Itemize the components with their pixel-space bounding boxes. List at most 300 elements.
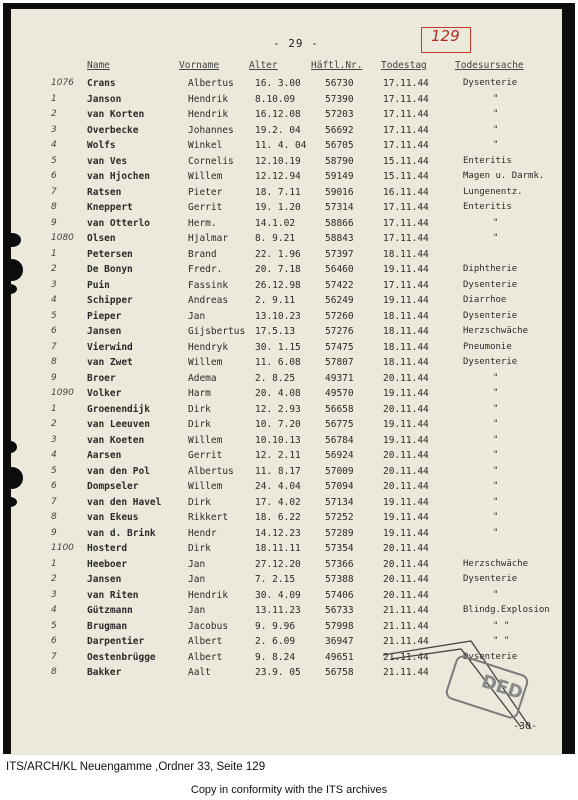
death-date: 20.11.44 <box>383 450 429 461</box>
surname: Janson <box>87 93 122 105</box>
row-mark: 5 <box>51 465 57 476</box>
firstname: Herm. <box>188 217 217 229</box>
firstname: Dirk <box>188 543 211 554</box>
firstname: Andreas <box>188 295 229 306</box>
prisoner-number: 49570 <box>325 388 354 399</box>
row-mark: 3 <box>51 124 57 135</box>
death-date: 20.11.44 <box>383 589 429 601</box>
table-row <box>11 155 562 170</box>
header-number: Häftl.Nr. <box>311 60 363 71</box>
death-cause: " <box>493 496 499 507</box>
row-mark: 6 <box>51 636 57 646</box>
surname: Jansen <box>87 326 122 337</box>
table-row <box>11 93 562 108</box>
prisoner-number: 56692 <box>325 124 354 136</box>
death-cause: " <box>493 109 499 119</box>
death-date: 17.11.44 <box>383 140 429 151</box>
prisoner-number: 49371 <box>325 372 354 384</box>
surname: Petersen <box>87 248 133 260</box>
row-mark: 1 <box>51 403 57 414</box>
surname: Brugman <box>87 620 128 632</box>
birth-date: 12. 2.11 <box>255 450 301 461</box>
birth-date: 9. 9.96 <box>255 620 296 632</box>
table-row <box>11 511 562 526</box>
table-row <box>11 434 562 449</box>
firstname: Aalt <box>188 667 211 678</box>
prisoner-number: 57354 <box>325 543 354 554</box>
prisoner-number: 57252 <box>325 512 354 523</box>
prisoner-number: 59149 <box>325 171 354 182</box>
firstname: Johannes <box>188 124 234 136</box>
row-mark: 7 <box>51 186 57 197</box>
surname: Hosterd <box>87 543 128 554</box>
row-mark: 7 <box>51 341 57 352</box>
table-row <box>11 496 562 511</box>
prisoner-number: 57388 <box>325 574 354 585</box>
surname: van Ekeus <box>87 512 139 523</box>
row-mark: 1100 <box>51 543 74 553</box>
birth-date: 9. 8.24 <box>255 651 296 663</box>
death-date: 19.11.44 <box>383 496 429 508</box>
birth-date: 20. 7.18 <box>255 264 301 275</box>
header-surname: Name <box>87 60 110 71</box>
firstname: Fredr. <box>188 264 223 275</box>
death-cause: " <box>493 372 499 383</box>
birth-date: 11. 6.08 <box>255 357 301 368</box>
row-mark: 1080 <box>51 233 74 243</box>
death-cause: " <box>493 527 499 538</box>
death-date: 20.11.44 <box>383 543 429 554</box>
table-row <box>11 77 562 92</box>
firstname: Albertus <box>188 78 234 89</box>
death-cause: " <box>493 93 499 104</box>
surname: Darpentier <box>87 636 145 647</box>
table-row <box>11 449 562 464</box>
surname: Pieper <box>87 310 122 322</box>
surname: van den Havel <box>87 496 162 508</box>
row-mark: 1 <box>51 558 57 569</box>
prisoner-number: 57289 <box>325 527 354 539</box>
birth-date: 30. 4.09 <box>255 589 301 601</box>
birth-date: 8.10.09 <box>255 93 296 105</box>
table-row <box>11 124 562 139</box>
firstname: Gijsbertus <box>188 326 246 337</box>
prisoner-number: 57390 <box>325 93 354 105</box>
death-cause: Magen u. Darmk. <box>463 171 545 181</box>
prisoner-number: 59016 <box>325 186 354 198</box>
birth-date: 26.12.98 <box>255 279 301 291</box>
birth-date: 22. 1.96 <box>255 248 301 260</box>
prisoner-number: 56784 <box>325 434 354 446</box>
prisoner-number: 57009 <box>325 465 354 477</box>
death-cause: Dysenterie <box>463 310 518 321</box>
birth-date: 12.10.19 <box>255 155 301 167</box>
birth-date: 17. 4.02 <box>255 496 301 508</box>
death-cause: " <box>493 465 499 476</box>
table-row <box>11 372 562 387</box>
death-cause: Dysenterie <box>463 357 518 367</box>
death-cause: Dysenterie <box>463 574 518 584</box>
death-date: 21.11.44 <box>383 636 429 647</box>
death-cause: Dysenterie <box>463 78 518 88</box>
prisoner-number: 56730 <box>325 78 354 89</box>
firstname: Gerrit <box>188 202 223 213</box>
page-stamp-number: 129 <box>431 27 460 45</box>
death-date: 16.11.44 <box>383 186 429 198</box>
table-row <box>11 356 562 371</box>
row-mark: 2 <box>51 109 57 119</box>
row-mark: 5 <box>51 310 57 321</box>
table-row <box>11 387 562 402</box>
row-mark: 9 <box>51 527 57 538</box>
birth-date: 19. 1.20 <box>255 202 301 213</box>
birth-date: 11. 8.17 <box>255 465 301 477</box>
death-cause: Diarrhoe <box>463 295 507 305</box>
firstname: Hendryk <box>188 341 229 353</box>
table-row <box>11 201 562 216</box>
death-cause: Enteritis <box>463 155 512 166</box>
surname: Kneppert <box>87 202 133 213</box>
surname: Crans <box>87 78 116 89</box>
firstname: Pieter <box>188 186 223 198</box>
death-cause: " <box>493 140 499 150</box>
death-date: 17.11.44 <box>383 109 429 120</box>
row-mark: 5 <box>51 155 57 166</box>
birth-date: 2. 6.09 <box>255 636 296 647</box>
birth-date: 24. 4.04 <box>255 481 301 492</box>
prisoner-number: 57094 <box>325 481 354 492</box>
death-date: 17.11.44 <box>383 93 429 105</box>
surname: Gützmann <box>87 605 133 616</box>
prisoner-number: 57397 <box>325 248 354 260</box>
firstname: Jan <box>188 310 206 322</box>
prisoner-number: 57366 <box>325 558 354 570</box>
row-mark: 4 <box>51 605 57 615</box>
surname: van Hjochen <box>87 171 150 182</box>
table-row <box>11 542 562 557</box>
birth-date: 16. 3.00 <box>255 78 301 89</box>
table-row <box>11 217 562 232</box>
row-mark: 1076 <box>51 78 74 88</box>
surname: Volker <box>87 388 122 399</box>
surname: Overbecke <box>87 124 139 136</box>
firstname: Willem <box>188 357 223 368</box>
birth-date: 7. 2.15 <box>255 574 296 585</box>
table-row <box>11 620 562 635</box>
firstname: Dirk <box>188 419 211 430</box>
row-mark: 4 <box>51 450 57 460</box>
death-cause: Dysenterie <box>463 651 518 662</box>
death-date: 20.11.44 <box>383 403 429 415</box>
row-mark: 8 <box>51 357 57 367</box>
ded-stamp-text: DED <box>478 670 526 705</box>
birth-date: 12. 2.93 <box>255 403 301 415</box>
death-date: 18.11.44 <box>383 357 429 368</box>
prisoner-number: 49651 <box>325 651 354 663</box>
firstname: Hendrik <box>188 589 229 601</box>
table-row <box>11 108 562 123</box>
prisoner-number: 36947 <box>325 636 354 647</box>
surname: van den Pol <box>87 465 150 477</box>
surname: De Bonyn <box>87 264 133 275</box>
death-date: 19.11.44 <box>383 434 429 446</box>
row-mark: 1090 <box>51 388 74 398</box>
death-cause: Pneumonie <box>463 341 512 352</box>
table-row <box>11 232 562 247</box>
row-mark: 2 <box>51 574 57 584</box>
surname: Bakker <box>87 667 122 678</box>
death-date: 17.11.44 <box>383 279 429 291</box>
death-date: 19.11.44 <box>383 512 429 523</box>
death-date: 21.11.44 <box>383 651 429 663</box>
table-row <box>11 418 562 433</box>
row-mark: 5 <box>51 620 57 631</box>
surname: Vierwind <box>87 341 133 353</box>
death-date: 19.11.44 <box>383 419 429 430</box>
row-mark: 4 <box>51 295 57 305</box>
document-sheet <box>11 9 562 755</box>
death-date: 15.11.44 <box>383 171 429 182</box>
table-row <box>11 604 562 619</box>
table-row <box>11 263 562 278</box>
table-row <box>11 341 562 356</box>
birth-date: 12.12.94 <box>255 171 301 182</box>
death-cause: " " <box>493 636 510 646</box>
death-cause: Enteritis <box>463 202 512 212</box>
death-date: 15.11.44 <box>383 155 429 167</box>
table-row <box>11 527 562 542</box>
firstname: Albertus <box>188 465 234 477</box>
row-mark: 3 <box>51 279 57 290</box>
row-mark: 3 <box>51 434 57 445</box>
prisoner-number: 56758 <box>325 667 354 678</box>
birth-date: 17.5.13 <box>255 326 296 337</box>
surname: van Riten <box>87 589 139 601</box>
death-cause: " <box>493 419 499 429</box>
row-mark: 9 <box>51 217 57 228</box>
firstname: Albert <box>188 651 223 663</box>
prisoner-number: 57475 <box>325 341 354 353</box>
row-mark: 6 <box>51 326 57 336</box>
death-date: 21.11.44 <box>383 605 429 616</box>
row-mark: 8 <box>51 202 57 212</box>
prisoner-number: 57998 <box>325 620 354 632</box>
surname: Dompseler <box>87 481 139 492</box>
table-row <box>11 310 562 325</box>
birth-date: 13.11.23 <box>255 605 301 616</box>
birth-date: 10.10.13 <box>255 434 301 446</box>
death-cause: Herzschwäche <box>463 326 529 336</box>
firstname: Harm <box>188 388 211 399</box>
row-mark: 9 <box>51 372 57 383</box>
header-birth: Alter <box>249 60 278 71</box>
death-date: 18.11.44 <box>383 341 429 353</box>
death-date: 17.11.44 <box>383 124 429 136</box>
birth-date: 14.1.02 <box>255 217 296 229</box>
prisoner-number: 58790 <box>325 155 354 167</box>
firstname: Adema <box>188 372 217 384</box>
death-cause: Dysenterie <box>463 279 518 290</box>
death-date: 17.11.44 <box>383 233 429 244</box>
prisoner-number: 57203 <box>325 109 354 120</box>
firstname: Gerrit <box>188 450 223 461</box>
death-date: 17.11.44 <box>383 202 429 213</box>
row-mark: 8 <box>51 512 57 522</box>
prisoner-number: 56775 <box>325 419 354 430</box>
firstname: Rikkert <box>188 512 229 523</box>
page-number: - 29 - <box>273 37 319 50</box>
table-row <box>11 480 562 495</box>
surname: van Leeuven <box>87 419 150 430</box>
row-mark: 2 <box>51 419 57 429</box>
surname: van Zwet <box>87 357 133 368</box>
birth-date: 19.2. 04 <box>255 124 301 136</box>
surname: van Korten <box>87 109 145 120</box>
firstname: Willem <box>188 171 223 182</box>
archive-reference: ITS/ARCH/KL Neuengamme ,Ordner 33, Seite 129 <box>6 761 266 773</box>
surname: Broer <box>87 372 116 384</box>
firstname: Jan <box>188 605 206 616</box>
prisoner-number: 56705 <box>325 140 354 151</box>
table-row <box>11 589 562 604</box>
surname: Jansen <box>87 574 122 585</box>
prisoner-number: 56924 <box>325 450 354 461</box>
row-mark: 6 <box>51 481 57 491</box>
firstname: Brand <box>188 248 217 260</box>
table-row <box>11 465 562 480</box>
prisoner-number: 57314 <box>325 202 354 213</box>
surname: van Ves <box>87 155 128 167</box>
table-row <box>11 403 562 418</box>
death-cause: Lungenentz. <box>463 186 523 197</box>
firstname: Fassink <box>188 279 229 291</box>
prisoner-number: 57276 <box>325 326 354 337</box>
birth-date: 30. 1.15 <box>255 341 301 353</box>
table-row <box>11 186 562 201</box>
firstname: Willem <box>188 481 223 492</box>
death-cause: " <box>493 233 499 243</box>
row-mark: 1 <box>51 248 57 259</box>
table-row <box>11 325 562 340</box>
row-mark: 2 <box>51 264 57 274</box>
prisoner-number: 58866 <box>325 217 354 229</box>
firstname: Dirk <box>188 496 211 508</box>
death-cause: " <box>493 481 499 491</box>
death-cause: " <box>493 512 499 522</box>
header-firstname: Vorname <box>179 60 220 71</box>
surname: van Otterlo <box>87 217 150 229</box>
firstname: Jan <box>188 574 206 585</box>
table-row <box>11 170 562 185</box>
prisoner-number: 56658 <box>325 403 354 415</box>
row-mark: 1 <box>51 93 57 104</box>
death-date: 20.11.44 <box>383 465 429 477</box>
death-cause: " <box>493 450 499 460</box>
death-cause: Diphtherie <box>463 264 518 274</box>
death-date: 19.11.44 <box>383 295 429 306</box>
birth-date: 18.11.11 <box>255 543 301 554</box>
death-date: 17.11.44 <box>383 217 429 229</box>
death-cause: " <box>493 217 499 228</box>
death-date: 18.11.44 <box>383 326 429 337</box>
death-cause: " " <box>493 620 510 631</box>
prisoner-number: 57807 <box>325 357 354 368</box>
death-date: 18.11.44 <box>383 310 429 322</box>
copy-note: Copy in conformity with the ITS archives <box>190 784 388 796</box>
scan-frame <box>3 3 575 754</box>
birth-date: 18. 6.22 <box>255 512 301 523</box>
surname: Wolfs <box>87 140 116 151</box>
prisoner-number: 56249 <box>325 295 354 306</box>
row-mark: 7 <box>51 651 57 662</box>
firstname: Jacobus <box>188 620 229 632</box>
death-date: 21.11.44 <box>383 620 429 632</box>
death-date: 19.11.44 <box>383 264 429 275</box>
table-row <box>11 573 562 588</box>
birth-date: 10. 7.20 <box>255 419 301 430</box>
prisoner-number: 57422 <box>325 279 354 291</box>
birth-date: 11. 4. 04 <box>255 140 307 151</box>
birth-date: 2. 9.11 <box>255 295 296 306</box>
birth-date: 20. 4.08 <box>255 388 301 399</box>
death-date: 21.11.44 <box>383 667 429 678</box>
death-date: 20.11.44 <box>383 558 429 570</box>
header-cause: Todesursache <box>455 60 524 71</box>
surname: van d. Brink <box>87 527 156 539</box>
death-cause: " <box>493 434 499 445</box>
death-date: 19.11.44 <box>383 388 429 399</box>
row-mark: 4 <box>51 140 57 150</box>
surname: Ratsen <box>87 186 122 198</box>
death-cause: " <box>493 124 499 135</box>
firstname: Hendrik <box>188 93 229 105</box>
birth-date: 2. 8.25 <box>255 372 296 384</box>
death-date: 20.11.44 <box>383 574 429 585</box>
firstname: Hendrik <box>188 109 229 120</box>
birth-date: 14.12.23 <box>255 527 301 539</box>
prisoner-number: 57260 <box>325 310 354 322</box>
prisoner-number: 57406 <box>325 589 354 601</box>
firstname: Hendr <box>188 527 217 539</box>
birth-date: 27.12.20 <box>255 558 301 570</box>
row-mark: 6 <box>51 171 57 181</box>
death-cause: Herzschwäche <box>463 558 529 569</box>
table-row <box>11 558 562 573</box>
table-row <box>11 248 562 263</box>
prisoner-number: 56460 <box>325 264 354 275</box>
surname: Heeboer <box>87 558 128 570</box>
surname: Oestenbrügge <box>87 651 156 663</box>
death-date: 18.11.44 <box>383 248 429 260</box>
firstname: Hjalmar <box>188 233 229 244</box>
death-date: 17.11.44 <box>383 78 429 89</box>
death-cause: Blindg.Explosion <box>463 605 550 615</box>
surname: Schipper <box>87 295 133 306</box>
firstname: Winkel <box>188 140 223 151</box>
row-mark: 8 <box>51 667 57 677</box>
prisoner-number: 57134 <box>325 496 354 508</box>
birth-date: 13.10.23 <box>255 310 301 322</box>
death-cause: " <box>493 403 499 414</box>
bottom-page-number: -30- <box>513 721 538 732</box>
death-date: 20.11.44 <box>383 372 429 384</box>
firstname: Albert <box>188 636 223 647</box>
birth-date: 16.12.08 <box>255 109 301 120</box>
surname: Groenendijk <box>87 403 150 415</box>
row-mark: 3 <box>51 589 57 600</box>
table-row <box>11 139 562 154</box>
surname: Olsen <box>87 233 116 244</box>
